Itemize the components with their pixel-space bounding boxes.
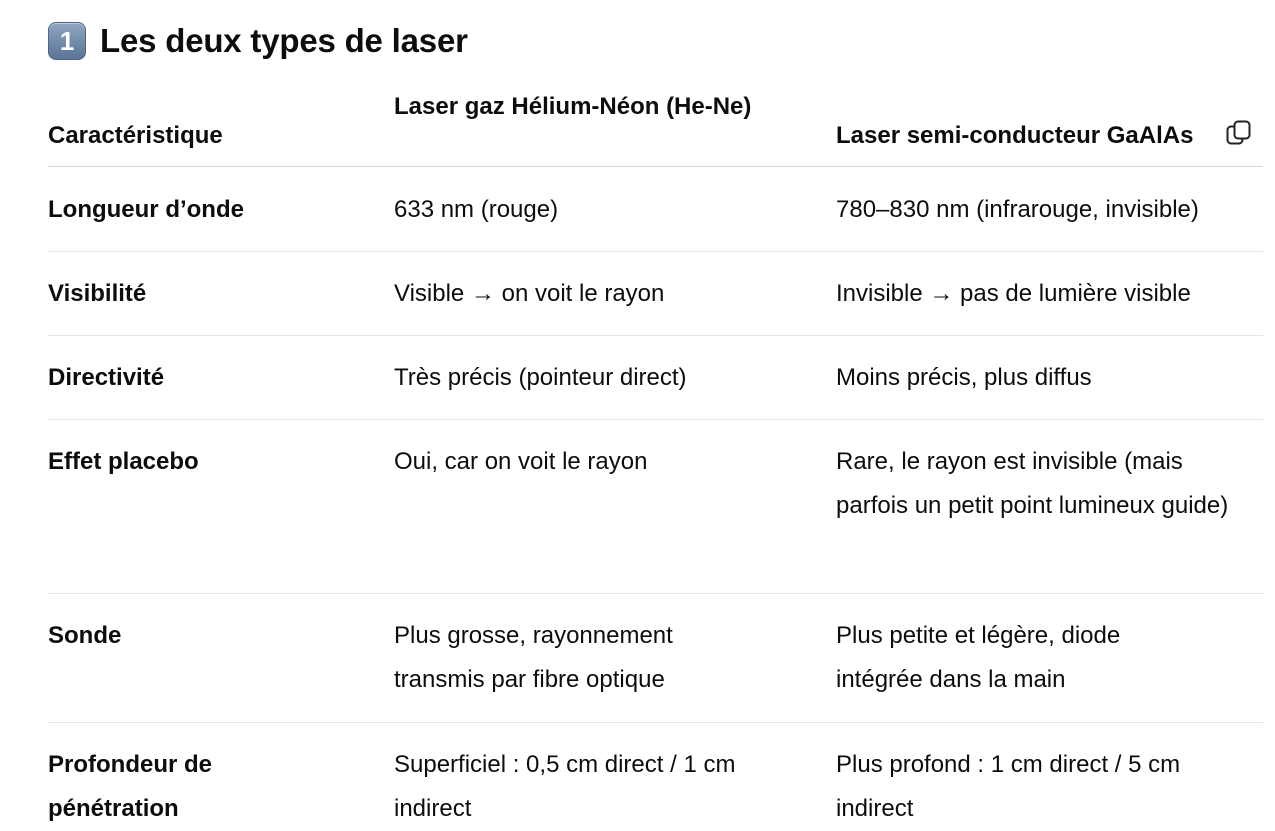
header-gaalas: Laser semi-conducteur GaAlAs [836, 122, 1194, 149]
row-cell: Très précis (pointeur direct) [394, 364, 687, 391]
row-cell: Visible → on voit le rayon [394, 280, 665, 307]
row-cell: Invisible → pas de lumière visible [836, 280, 1191, 307]
row-divider [48, 335, 1263, 336]
header-divider [48, 166, 1263, 167]
row-cell: Plus profond : 1 cm direct / 5 cm indirect [836, 751, 1181, 822]
row-divider [48, 419, 1263, 420]
keycap-one-icon: 1 [48, 22, 86, 60]
row-cell: Superficiel : 0,5 cm direct / 1 cm indirect [394, 751, 736, 822]
row-divider [48, 251, 1263, 252]
row-cell: 633 nm (rouge) [394, 196, 559, 223]
row-label: Directivité [48, 364, 165, 391]
header-characteristic: Caractéristique [48, 122, 223, 149]
row-divider [48, 593, 1263, 594]
section-heading [48, 22, 468, 60]
row-label: Effet placebo [48, 448, 199, 475]
row-cell: 780–830 nm (infrarouge, invisible) [836, 196, 1199, 223]
row-divider [48, 722, 1263, 723]
row-label: Profondeur de pénétration [48, 751, 213, 822]
row-cell: Plus petite et légère, diode intégrée dans la main [836, 622, 1121, 693]
row-label: Longueur d’onde [48, 196, 244, 223]
section-title: Les deux types de laser [100, 22, 468, 59]
row-cell: Plus grosse, rayonnement transmis par fibre optique [394, 622, 673, 693]
row-cell: Rare, le rayon est invisible (mais parfois un petit point lumineux guide) [836, 448, 1229, 519]
header-hene: Laser gaz Hélium-Néon (He-Ne) [394, 93, 752, 120]
row-label: Sonde [48, 622, 122, 649]
row-cell: Oui, car on voit le rayon [394, 448, 648, 475]
row-label: Visibilité [48, 280, 147, 307]
copy-icon[interactable] [1226, 119, 1252, 149]
row-cell: Moins précis, plus diffus [836, 364, 1092, 391]
